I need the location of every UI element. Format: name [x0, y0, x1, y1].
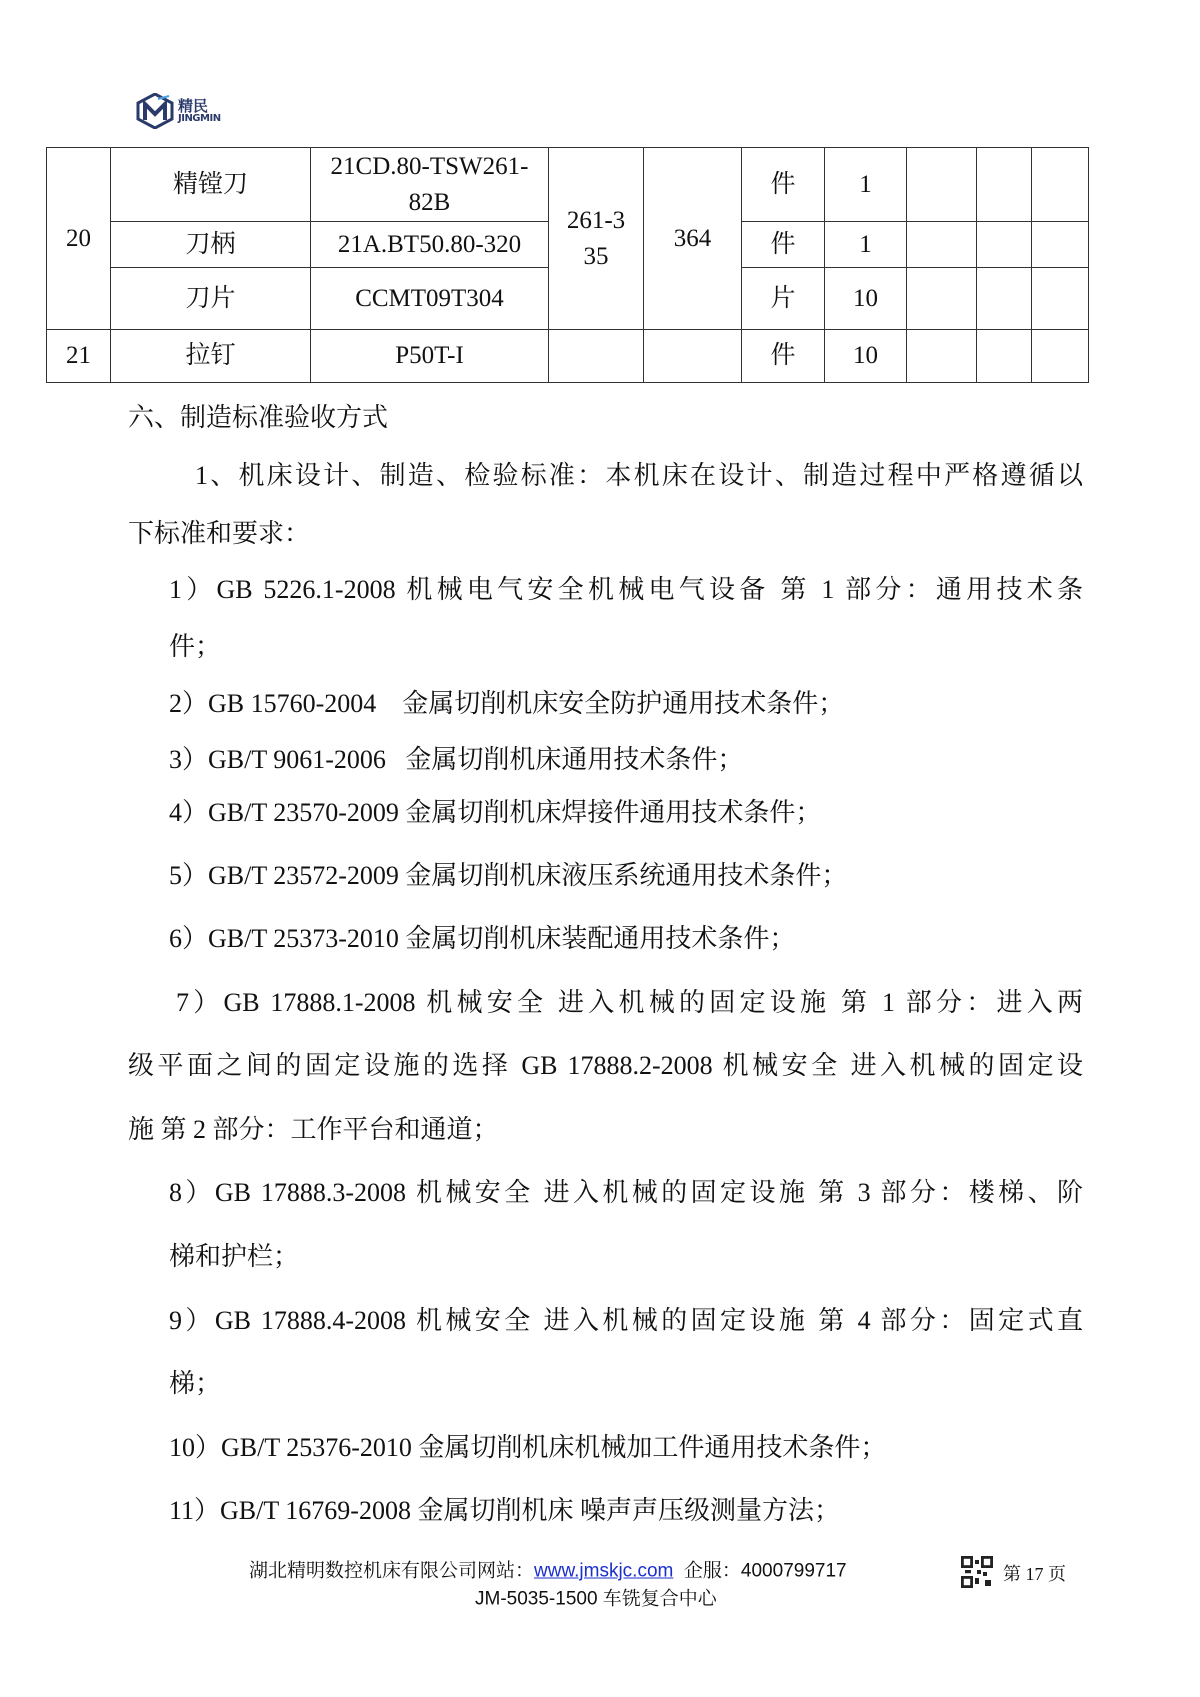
standard-item-1-cont: 件；	[169, 632, 222, 661]
logo-en: JINGMIN	[178, 112, 221, 124]
cell-empty	[907, 330, 977, 383]
cell-empty	[977, 268, 1032, 330]
intro-line: 下标准和要求：	[128, 519, 311, 548]
cell-empty	[977, 222, 1032, 268]
cell-qty: 10	[825, 330, 907, 383]
page-number	[1003, 1560, 1066, 1586]
cell-qty: 1	[825, 222, 907, 268]
cell-name: 刀柄	[111, 222, 311, 268]
standard-item-3: 3）GB/T 9061-2006 金属切削机床通用技术条件；	[169, 745, 744, 774]
standard-item-7-cont: 级平面之间的固定设施的选择 GB 17888.2-2008 机械安全 进入机械的固定设	[128, 1051, 1083, 1080]
standard-item-10: 10）GB/T 25376-2010 金属切削机床机械加工件通用技术条件；	[169, 1433, 887, 1462]
table-row	[47, 148, 1089, 222]
footer-company: 湖北精明数控机床有限公司网站：	[249, 1560, 535, 1582]
standard-item-7-cont: 施 第 2 部分：工作平台和通道；	[128, 1115, 499, 1144]
section-heading: 六、制造标准验收方式	[128, 403, 389, 432]
cell-name: 精镗刀	[111, 148, 311, 222]
logo-cn: 精民	[178, 96, 209, 115]
standard-item-4: 4）GB/T 23570-2009 金属切削机床焊接件通用技术条件；	[169, 798, 822, 827]
cell-qty: 1	[825, 148, 907, 222]
cell-unit: 件	[742, 330, 825, 383]
cell-empty	[1032, 222, 1089, 268]
standard-item-7: 7）GB 17888.1-2008 机械安全 进入机械的固定设施 第 1 部分：进入两	[176, 988, 1083, 1017]
intro-line: 1、机床设计、制造、检验标准：本机床在设计、制造过程中严格遵循以	[195, 461, 1083, 490]
page-prefix: 第	[1003, 1564, 1021, 1584]
website-link[interactable]: www.jmskjc.com	[534, 1560, 674, 1582]
cell-qty: 10	[825, 268, 907, 330]
model-line: 82B	[408, 188, 451, 216]
footer-service: 企服：4000799717	[683, 1560, 847, 1582]
cell-unit: 片	[742, 268, 825, 330]
range-line: 261-3	[566, 206, 626, 234]
cell-range	[549, 330, 644, 383]
cell-length: 364	[644, 148, 742, 330]
cell-empty	[1032, 330, 1089, 383]
standard-item-11: 11）GB/T 16769-2008 金属切削机床 噪声声压级测量方法；	[169, 1496, 840, 1525]
cell-unit: 件	[742, 222, 825, 268]
cell-unit: 件	[742, 148, 825, 222]
qr-code-icon	[961, 1556, 993, 1588]
standard-item-9: 9）GB 17888.4-2008 机械安全 进入机械的固定设施 第 4 部分：固定式直	[169, 1306, 1083, 1335]
cell-length	[644, 330, 742, 383]
standard-item-8: 8）GB 17888.3-2008 机械安全 进入机械的固定设施 第 3 部分：楼梯、阶	[169, 1178, 1083, 1207]
cell-empty	[1032, 148, 1089, 222]
cell-empty	[907, 268, 977, 330]
range-line: 35	[583, 242, 609, 270]
table-row	[47, 330, 1089, 383]
standard-item-6: 6）GB/T 25373-2010 金属切削机床装配通用技术条件；	[169, 924, 796, 953]
standard-item-8-cont: 梯和护栏；	[169, 1242, 300, 1271]
cell-no: 21	[47, 330, 111, 383]
cell-empty	[977, 330, 1032, 383]
cell-model	[311, 148, 549, 222]
cell-empty	[907, 222, 977, 268]
standard-item-1: 1）GB 5226.1-2008 机械电气安全机械电气设备 第 1 部分：通用技术条	[169, 575, 1083, 604]
cell-no: 20	[47, 148, 111, 330]
cell-range	[549, 148, 644, 330]
page-number-value: 17	[1025, 1564, 1044, 1584]
standard-item-9-cont: 梯；	[169, 1369, 222, 1398]
cell-name: 刀片	[111, 268, 311, 330]
footer-contact	[249, 1556, 847, 1583]
cell-empty	[1032, 268, 1089, 330]
footer-product: JM-5035-1500 车铣复合中心	[475, 1588, 717, 1610]
company-logo	[136, 93, 221, 129]
cell-model: P50T-I	[311, 330, 549, 383]
cell-empty	[907, 148, 977, 222]
cell-empty	[977, 148, 1032, 222]
cell-name: 拉钉	[111, 330, 311, 383]
cell-model: 21A.BT50.80-320	[311, 222, 549, 268]
standard-item-5: 5）GB/T 23572-2009 金属切削机床液压系统通用技术条件；	[169, 861, 848, 890]
model-line: 21CD.80-TSW261-	[330, 152, 529, 180]
standard-item-2: 2）GB 15760-2004 金属切削机床安全防护通用技术条件；	[169, 689, 845, 718]
cell-model: CCMT09T304	[311, 268, 549, 330]
logo-icon	[136, 93, 174, 129]
page-suffix: 页	[1048, 1564, 1066, 1584]
tool-table	[46, 147, 1089, 383]
